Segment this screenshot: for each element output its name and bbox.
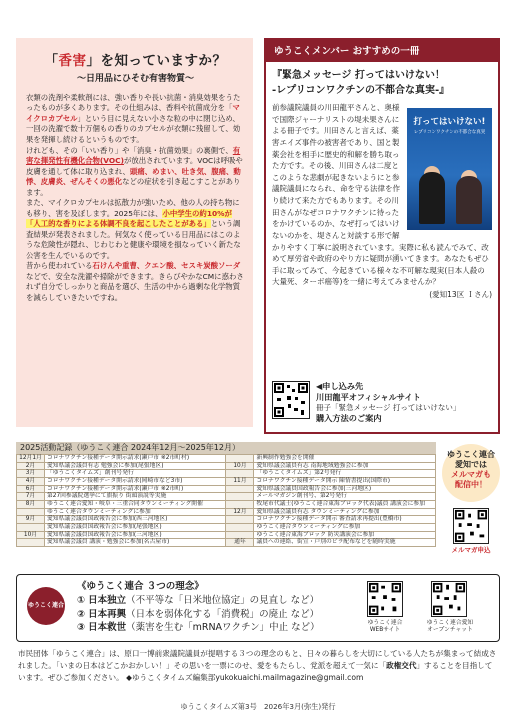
table-row xyxy=(17,477,436,485)
philosophy-box xyxy=(16,574,500,642)
qr-code-icon[interactable] xyxy=(453,508,489,544)
month-cell xyxy=(226,485,254,493)
event-cell: 愛知県議会議員国政報告会に参加(西三河地区) xyxy=(44,516,226,524)
event-cell: 愛知県議会議員有志 南海地域勉強会に参加 xyxy=(254,462,436,470)
event-cell: 議員への連絡、街宣・戸別のビラ配布などを随時実施 xyxy=(254,539,436,547)
official-site-link[interactable]: 川田龍平オフィシャルサイト xyxy=(316,391,421,402)
contact-email[interactable]: yukokuaichi.mailmagazine@gmail.com xyxy=(215,672,364,682)
month-cell xyxy=(226,500,254,508)
month-cell xyxy=(226,523,254,531)
event-cell: 「ゆうこくタイムズ」第2号発行 xyxy=(254,470,436,478)
philosophy-item: ③ 日本救世（薬害を生む「mRNAワクチン」中止 など） xyxy=(77,622,320,634)
book-title: 『緊急メッセージ 打ってはいけない！ -レプリコンワクチンの不都合な真実-』 xyxy=(272,70,450,96)
event-cell: 「ゆうこくタイムズ」創刊号発行 xyxy=(44,470,226,478)
table-row xyxy=(17,462,436,470)
month-cell: 通年 xyxy=(226,539,254,547)
article-subtitle: ～日用品にひそむ有害物質～ xyxy=(76,74,194,85)
month-cell xyxy=(17,539,45,547)
author-photo xyxy=(456,176,482,224)
article-body xyxy=(26,93,245,303)
activity-title: 2025活動記録（ゆうこく連合 2024年12月～2025年12月） xyxy=(16,442,436,454)
event-cell: 第27回参議院選挙にて旗振り 街頭演説等実施 xyxy=(44,493,226,501)
order-text: ◀申し込み先 川田龍平オフィシャルサイト 冊子「緊急メッセージ 打ってはいけない」 購入方法のご案内 xyxy=(316,380,461,423)
table-row xyxy=(17,531,436,539)
month-cell: 9月 xyxy=(17,516,45,524)
event-cell: 愛知県議会議員国政報告会に参加(尾張地区) xyxy=(44,523,226,531)
mail-magazine-promo xyxy=(442,444,500,570)
philosophy-item: ① 日本独立（不平等な「日米地位協定」の見直し など） xyxy=(77,594,320,606)
event-cell: 新興制作勉強会を開催 xyxy=(254,455,436,463)
month-cell: 11月 xyxy=(226,477,254,485)
yukoku-logo: ゆうこく連合 xyxy=(27,587,65,625)
author-photo xyxy=(419,172,445,224)
philosophy-list: 《ゆうこく連合 ３つの理念》 ① 日本独立（不平等な「日米地位協定」の見直し など） ② 日本再興（日本を弱体化する「消費税」の廃止 など） ③ 日本救世（薬害を生む「mRNAワクチン」中止 など） xyxy=(77,581,320,634)
reviewer-signature: (愛知13区 Ｉさん) xyxy=(429,290,492,299)
qr-code-icon[interactable] xyxy=(367,581,403,617)
table-row xyxy=(17,455,436,463)
table-row xyxy=(17,508,436,516)
event-cell: コロナワクチン接種データ開示請求(瀬戸市 ※2市町) xyxy=(44,485,226,493)
fragrance-harm-article xyxy=(16,38,253,427)
mail-magazine-label[interactable]: メルマガ申込 xyxy=(451,546,491,554)
month-cell xyxy=(17,523,45,531)
month-cell: 6月 xyxy=(17,485,45,493)
event-cell: ゆうこく連合東海ブロック 防災講演会に参加 xyxy=(254,531,436,539)
month-cell xyxy=(226,470,254,478)
paragraph: また、マイクロカプセルは拡散力が強いため、他の人の持ち物にも移り、害を及ぼします。2025年には、小中学生の約10%が「人工的な香りによる体調不良を起こしたことがある」という調査結果が発表されました。何気なく使っている日用品にはこのような危険性が隠れ、じわじわと健康や環境を損なっていく新たな公害を生んでいるのです。 xyxy=(26,198,241,260)
month-cell xyxy=(226,531,254,539)
event-cell: コロナワクチン接種データ開示 陳情書提出(国際市) xyxy=(254,477,436,485)
month-cell: 8月 xyxy=(17,500,45,508)
table-row xyxy=(17,500,436,508)
event-cell: 愛知県議会議員有志 勉強会に参加(尾張地区) xyxy=(44,462,226,470)
month-cell: 7月 xyxy=(17,493,45,501)
table-row xyxy=(17,485,436,493)
paragraph: 昔から使われている石けんや重曹、クエン酸、セスキ炭酸ソーダなどで、安全な洗濯や掃除ができます。きらびやかなCMに惑わされず自分でしっかりと商品を選び、生活の中から過剰な化学物質を減らしていきたいですね。 xyxy=(26,261,244,302)
newsletter-page xyxy=(16,14,500,714)
section-header: ゆうこくメンバー おすすめの一冊 xyxy=(266,40,498,62)
event-cell: コロナワクチン接種データ開示請求(瀬戸市 ※2市町村) xyxy=(44,455,226,463)
qr-code-icon[interactable] xyxy=(431,581,467,617)
table-row xyxy=(17,523,436,531)
book-recommendation xyxy=(264,38,500,434)
event-cell: 牧尾市代議士(ゆうこく連合東海ブロック代表)議員 講演会に参加 xyxy=(254,500,436,508)
event-cell: ゆうこく連合タウンミーティングに参加 xyxy=(254,523,436,531)
event-cell: コロナワクチン接種データ開示 審査請求再提出(豊橋市) xyxy=(254,516,436,524)
review-wrap xyxy=(266,98,498,305)
order-info xyxy=(272,381,460,424)
qr-caption: ゆうこく連合 WEBサイト xyxy=(367,620,403,634)
issue-info: ゆうこくタイムズ第3号 2026年3月(弥生)発行 xyxy=(180,702,336,711)
event-cell: ゆうこく連合愛知・岐阜・三重合同タウンミーティング開催 xyxy=(44,500,226,508)
qr-code-icon[interactable] xyxy=(272,381,310,419)
month-cell: 10月 xyxy=(226,462,254,470)
month-cell xyxy=(17,508,45,516)
table-row xyxy=(17,493,436,501)
month-cell: 2月 xyxy=(17,462,45,470)
activity-table xyxy=(16,454,436,547)
event-cell: コロナワクチン接種データ開示請求(岡崎市など3市) xyxy=(44,477,226,485)
month-cell xyxy=(226,455,254,463)
event-cell: 愛知県議会議員国政報告会に参加(三河地区) xyxy=(44,531,226,539)
organization-description: 市民団体「ゆうこく連合」は、原口一博前衆議院議員が提唱する３つの理念のもと、日々の暮らしを大切にしている人たちが集まって結成されました。「いまの日本はどこかおかしい！」その思いを一票にのせ、愛をもたらし、党派を超えて一気に「政権交代」することを目指しています。ぜひご参加ください。 ◆ゆうこくタイムズ編集部yukokuaichi.mailmagazine@gmail.com xyxy=(18,649,497,682)
table-row xyxy=(17,539,436,547)
activity-record xyxy=(16,442,436,547)
month-cell: 12月1月 xyxy=(17,455,45,463)
month-cell: 10月 xyxy=(17,531,45,539)
review-text: 前参議院議員の川田龍平さんと、奥様で国際ジャーナリストの堤未果さんによる冊子です。川田さんと言えば、薬害エイズ事件の被害者であり、国と製薬会社を相手に歴史的和解を勝ち取った方です。その後、川田さんは二度とこのような悲劇が起きないようにと参議院議員になられ、命を守る法律を作り続けて来た方でもあります。その川田さんがなぜコロナワクチンに待ったをかけているのか、なぜ打ってはいけないのかを、堤さんと対談する形で解かりやすく丁寧に説明されています。実際に私も読んでみて、改めて厚労省や政府のやり方に疑問が湧いてきます。あなたもぜひ手に取ってみて、今起きている様々な不可解な現実(日本人殺の大量死、ターボ癌等)を一緒に考えてみませんか？ xyxy=(272,103,489,287)
event-cell: 愛知県議会議員 講演・勉強会に参加(名古屋市) xyxy=(44,539,226,547)
event-cell: 愛知県議会議員国政報告会に参加(三河地区) xyxy=(254,485,436,493)
book-cover-image: 打ってはいけない! レプリコンワクチンの不都合な真実 xyxy=(407,108,492,230)
table-row xyxy=(17,470,436,478)
event-cell: 愛知県議会議員有志 タウンミーティングに参加 xyxy=(254,508,436,516)
month-cell: 12月 xyxy=(226,508,254,516)
month-cell: 3月 xyxy=(17,470,45,478)
month-cell: 4月 xyxy=(17,477,45,485)
table-row xyxy=(17,516,436,524)
paragraph: けれども、その「いい香り」や「消臭・抗菌効果」の裏側で、有害な揮発性有機化合物(VOC)が放出されています。VOCは呼吸や皮膚を通して体に取り込まれ、頭痛、めまい、吐き気、腹痛、動悸、皮膚炎、ぜんそくの悪化などの症状を引き起こすことがあります。 xyxy=(26,145,243,197)
event-cell: メールマガジン創刊号、第2号発行 xyxy=(254,493,436,501)
event-cell: ゆうこく連合タウンミーティングに参加 xyxy=(44,508,226,516)
article-title: 「香害」を知っていますか？ xyxy=(44,53,227,69)
philosophy-item: ② 日本再興（日本を弱体化する「消費税」の廃止 など） xyxy=(77,608,320,620)
paragraph: 衣類の洗剤や柔軟剤には、強い香りや長い抗菌・消臭効果をうたったものが多くあります。その仕組みは、香料や抗菌成分を「マイクロカプセル」という目に見えない小さな粒の中に閉じ込め、一回の洗濯で数十万個もの香りのカプセルが衣類に残留して、効果を発揮し続けるというものです。 xyxy=(26,92,241,144)
month-cell xyxy=(226,516,254,524)
mail-magazine-badge: ゆうこく連合 愛知では メルマガも 配信中！ xyxy=(442,444,500,502)
month-cell xyxy=(226,493,254,501)
qr-caption: ゆうこく連合愛知 オープンチャット xyxy=(426,620,474,634)
